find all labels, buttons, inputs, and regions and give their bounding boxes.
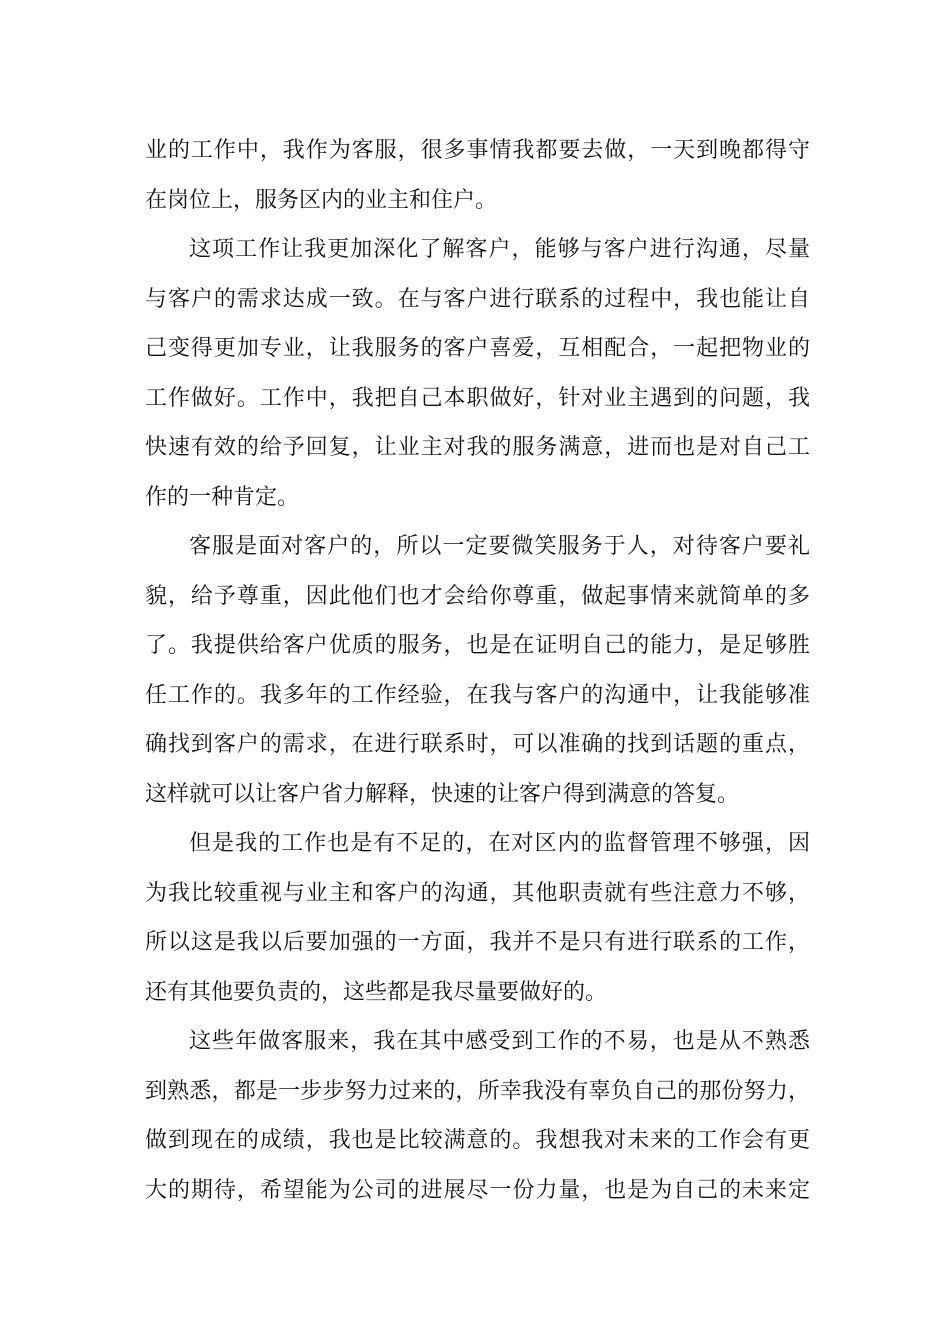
paragraph-3-line-3: 了。我提供给客户优质的服务，也是在证明自己的能力，是足够胜 — [145, 633, 810, 658]
paragraph-3-line-1: 客服是面对客户的，所以一定要微笑服务于人，对待客户要礼 — [189, 534, 810, 559]
paragraph-2-line-5: 快速有效的给予回复，让业主对我的服务满意，进而也是对自己工 — [145, 435, 810, 460]
paragraph-1-line-1: 业的工作中，我作为客服，很多事情我都要去做，一天到晚都得守 — [145, 138, 810, 163]
paragraph-2-line-3: 己变得更加专业，让我服务的客户喜爱，互相配合，一起把物业的 — [145, 336, 810, 361]
paragraph-4-line-2: 为我比较重视与业主和客户的沟通，其他职责就有些注意力不够， — [145, 880, 810, 906]
paragraph-3-line-2: 貌，给予尊重，因此他们也才会给你尊重，做起事情来就简单的多 — [145, 583, 810, 609]
paragraph-2-line-6: 作的一种肯定。 — [145, 484, 300, 510]
paragraph-2-line-1: 这项工作让我更加深化了解客户，能够与客户进行沟通，尽量 — [189, 237, 810, 262]
paragraph-5-line-2: 到熟悉，都是一步步努力过来的，所幸我没有辜负自己的那份努力， — [145, 1078, 810, 1104]
paragraph-4-line-3: 所以这是我以后要加强的一方面，我并不是只有进行联系的工作， — [145, 930, 810, 955]
paragraph-3-line-4: 任工作的。我多年的工作经验，在我与客户的沟通中，让我能够准 — [145, 682, 810, 708]
paragraph-3-line-6: 这样就可以让客户省力解释，快速的让客户得到满意的答复。 — [145, 781, 740, 807]
paragraph-4-line-4: 还有其他要负责的，这些都是我尽量要做好的。 — [145, 979, 608, 1005]
paragraph-2-line-4: 工作做好。工作中，我把自己本职做好，针对业主遇到的问题，我 — [145, 385, 810, 411]
paragraph-3-line-5: 确找到客户的需求，在进行联系时，可以准确的找到话题的重点， — [145, 732, 810, 757]
paragraph-4-line-1: 但是我的工作也是有不足的，在对区内的监督管理不够强，因 — [189, 831, 810, 856]
paragraph-1-line-2: 在岗位上，服务区内的业主和住户。 — [145, 187, 498, 213]
paragraph-5-line-4: 大的期待，希望能为公司的进展尽一份力量，也是为自己的未来定 — [145, 1177, 810, 1203]
document-body — [145, 126, 810, 1215]
paragraph-2-line-2: 与客户的需求达成一致。在与客户进行联系的过程中，我也能让自 — [145, 286, 810, 312]
paragraph-5-line-3: 做到现在的成绩，我也是比较满意的。我想我对未来的工作会有更 — [145, 1128, 810, 1153]
paragraph-5-line-1: 这些年做客服来，我在其中感受到工作的不易，也是从不熟悉 — [189, 1029, 810, 1054]
